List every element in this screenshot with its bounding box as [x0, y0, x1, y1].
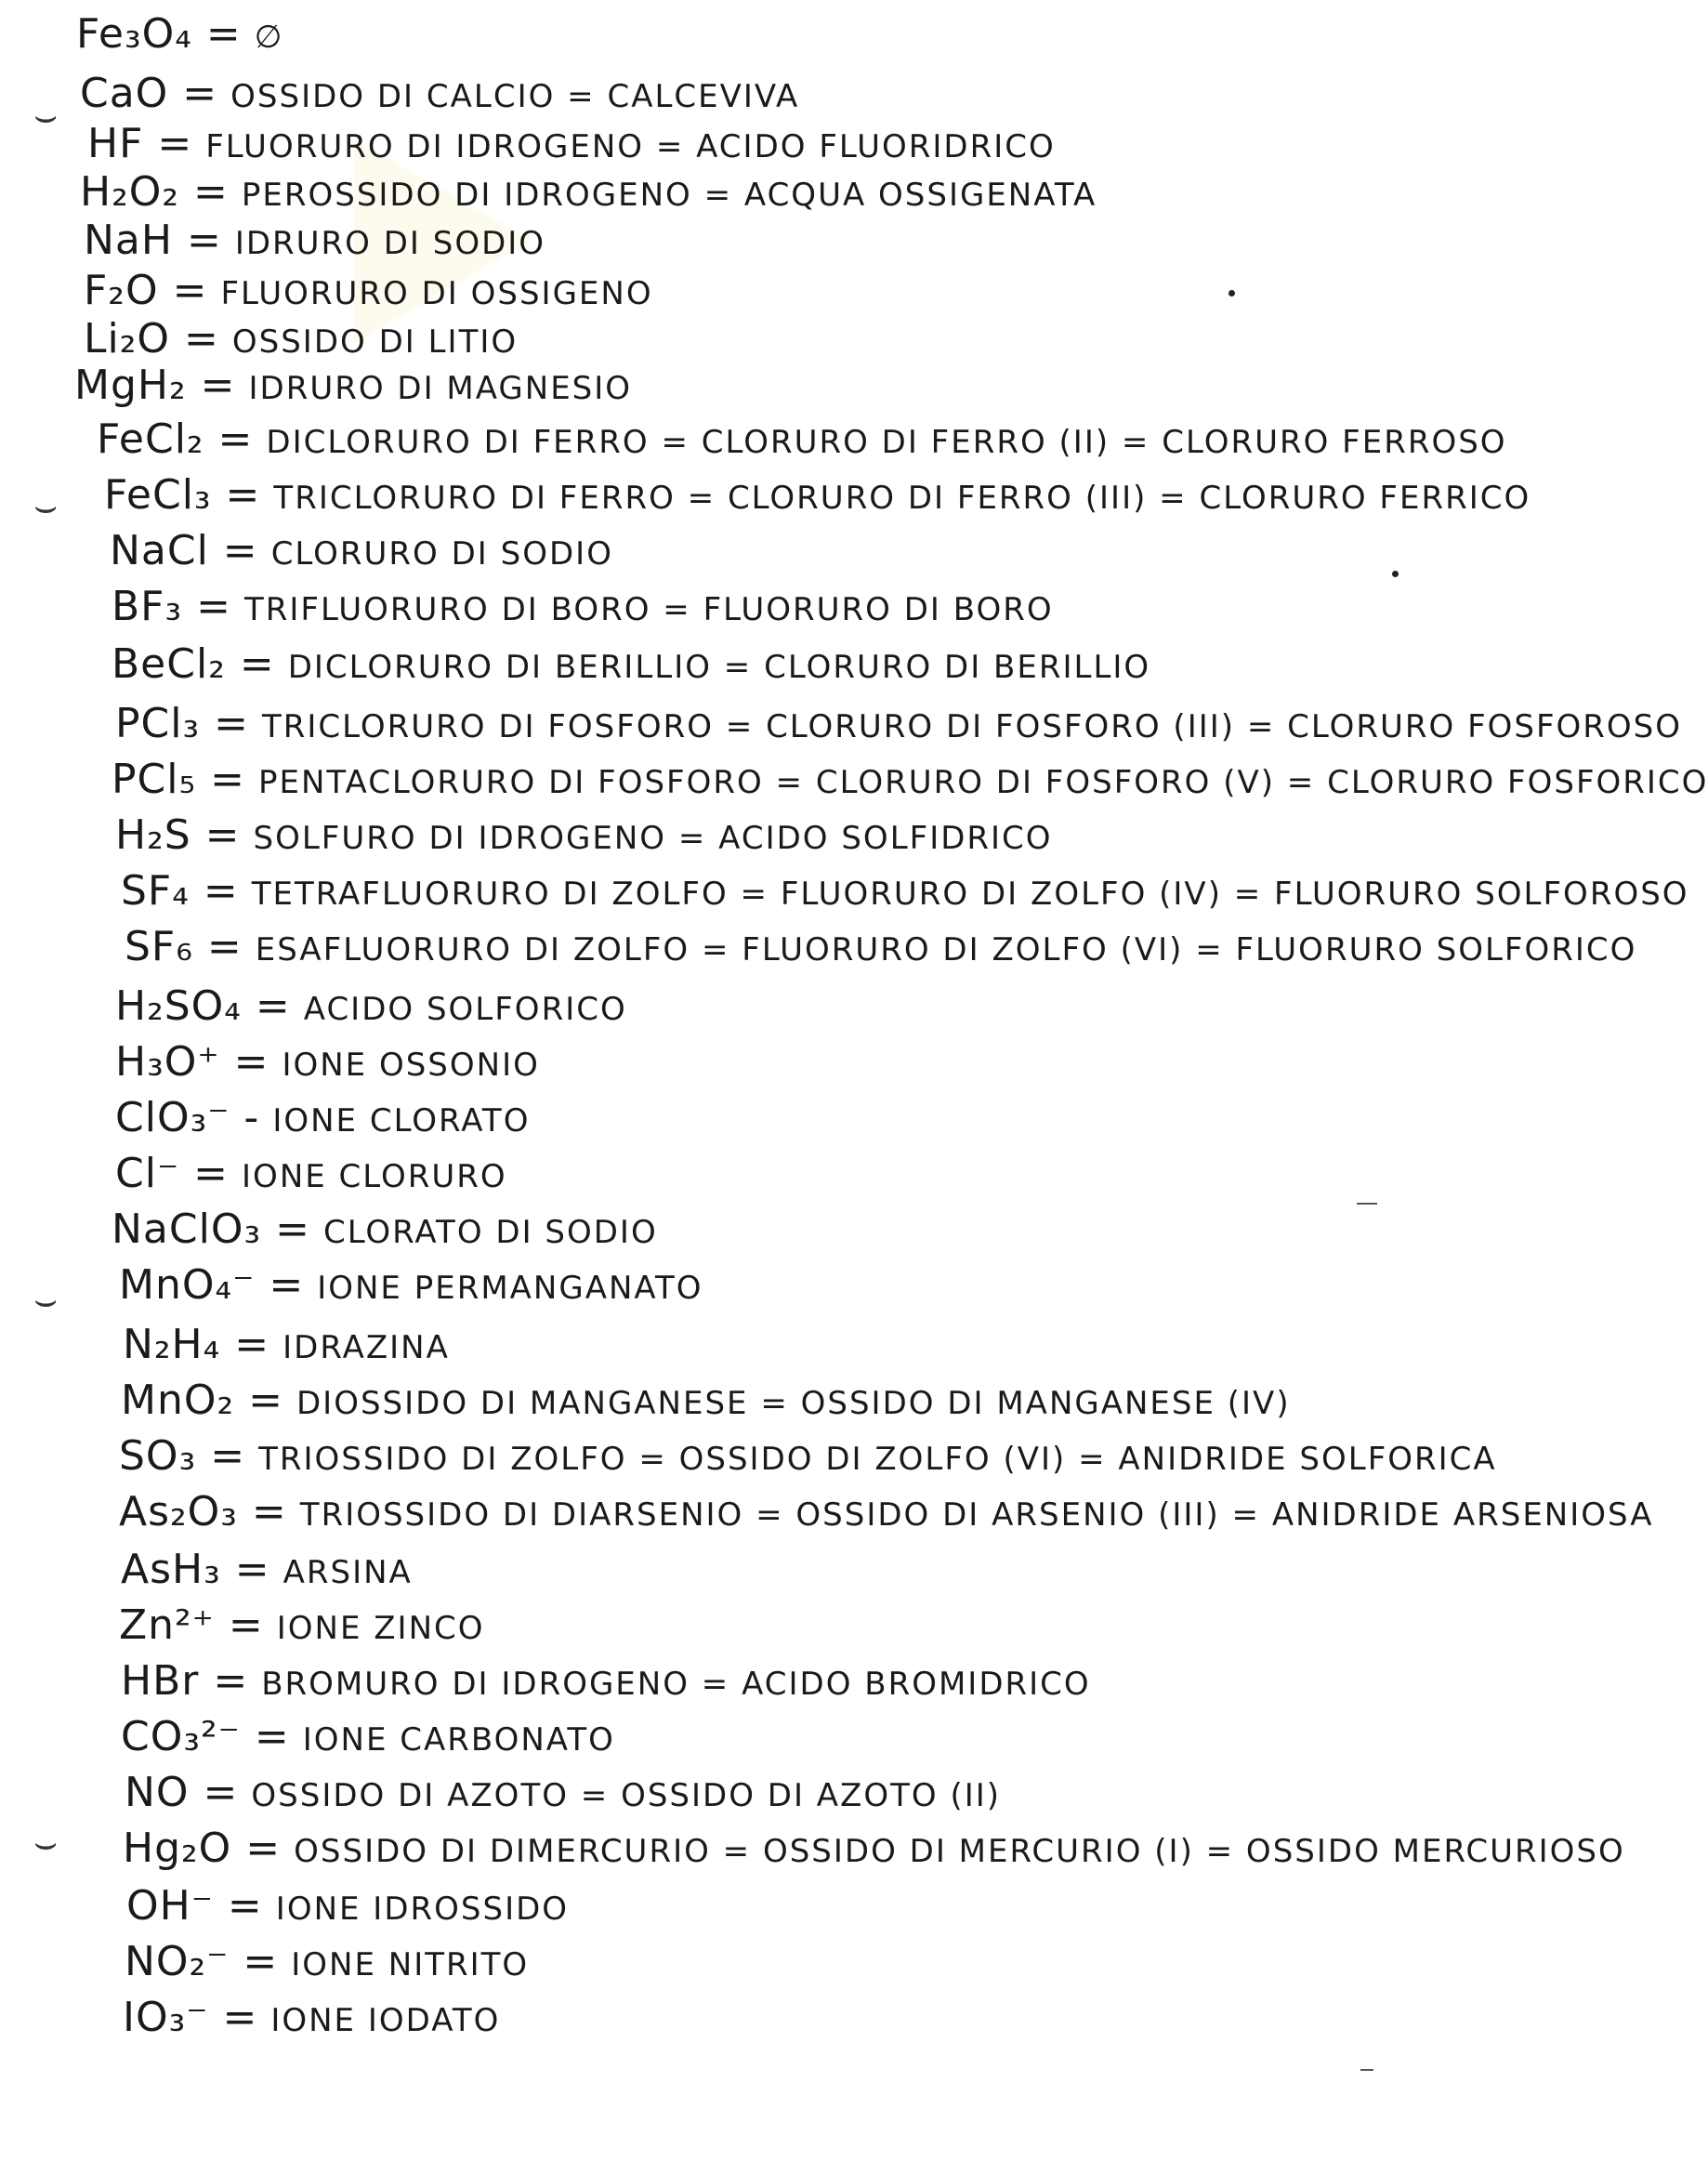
compound-name: OSSIDO DI AZOTO = OSSIDO DI AZOTO (II): [251, 1777, 1002, 1814]
chemical-formula: Li₂O =: [84, 315, 219, 362]
chemical-formula: BF₃ =: [112, 583, 231, 630]
chemical-formula: HF =: [87, 120, 193, 167]
chemical-formula: NaCl =: [110, 527, 258, 574]
compound-name: TRIOSSIDO DI ZOLFO = OSSIDO DI ZOLFO (VI) = ANIDRIDE SOLFORICA: [258, 1441, 1497, 1478]
compound-name: TRICLORURO DI FOSFORO = CLORURO DI FOSFORO (III) = CLORURO FOSFOROSO: [261, 708, 1683, 745]
compound-name: ESAFLUORURO DI ZOLFO = FLUORURO DI ZOLFO (VI) = FLUORURO SOLFORICO: [255, 931, 1637, 968]
chemical-formula: MnO₄⁻ =: [119, 1261, 305, 1309]
note-line: [112, 755, 1708, 808]
compound-name: TRIOSSIDO DI DIARSENIO = OSSIDO DI ARSENIO (III) = ANIDRIDE ARSENIOSA: [299, 1496, 1654, 1534]
note-line: [84, 314, 518, 367]
note-line: [119, 1431, 1497, 1484]
chemical-formula: PCl₃ =: [115, 700, 249, 747]
compound-name: PENTACLORURO DI FOSFORO = CLORURO DI FOSFORO (V) = CLORURO FOSFORICO: [257, 764, 1708, 801]
compound-name: SOLFURO DI IDROGENO = ACIDO SOLFIDRICO: [253, 820, 1053, 857]
compound-name: DICLORURO DI BERILLIO = CLORURO DI BERILLIO: [287, 649, 1151, 686]
note-line: [112, 1205, 658, 1258]
note-line: [115, 699, 1682, 752]
compound-name: IONE ZINCO: [276, 1610, 485, 1647]
note-line: [112, 582, 1054, 635]
note-line: [121, 1656, 1091, 1709]
margin-tick-mark: ⌣: [33, 1279, 59, 1322]
compound-name: DIOSSIDO DI MANGANESE = OSSIDO DI MANGANESE (IV): [296, 1385, 1291, 1422]
chemical-formula: H₃O⁺ =: [115, 1038, 269, 1086]
compound-name: IONE PERMANGANATO: [317, 1270, 703, 1307]
chemical-formula: PCl₅ =: [112, 756, 245, 803]
note-line: [123, 1320, 450, 1373]
compound-name: ∅: [254, 19, 284, 56]
chemical-formula: H₂SO₄ =: [115, 982, 291, 1030]
compound-name: IONE IODATO: [270, 2002, 501, 2039]
chemical-formula: H₂O₂ =: [80, 168, 229, 216]
compound-name: TRIFLUORURO DI BORO = FLUORURO DI BORO: [244, 591, 1054, 628]
note-line: [80, 167, 1097, 220]
note-line: [115, 1149, 507, 1202]
compound-name: FLUORURO DI IDROGENO = ACIDO FLUORIDRICO: [205, 128, 1056, 165]
note-line: [104, 470, 1531, 523]
compound-name: TRICLORURO DI FERRO = CLORURO DI FERRO (III) = CLORURO FERRICO: [273, 480, 1531, 517]
chemical-formula: MgH₂ =: [74, 362, 236, 409]
chemical-formula: FeCl₃ =: [104, 471, 261, 519]
chemical-formula: As₂O₃ =: [119, 1488, 287, 1535]
note-line: [125, 922, 1636, 975]
note-line: [121, 1545, 413, 1598]
note-line: [84, 216, 545, 269]
chemical-formula: H₂S =: [115, 811, 241, 859]
compound-name: ARSINA: [282, 1554, 413, 1591]
chemical-formula: CaO =: [80, 70, 218, 117]
compound-name: DICLORURO DI FERRO = CLORURO DI FERRO (II) = CLORURO FERROSO: [266, 424, 1507, 461]
compound-name: IDRURO DI MAGNESIO: [248, 370, 633, 407]
chemical-formula: NO₂⁻ =: [125, 1938, 279, 1985]
compound-name: PEROSSIDO DI IDROGENO = ACQUA OSSIGENATA: [241, 177, 1097, 214]
note-line: [126, 1881, 569, 1934]
note-line: [123, 1824, 1625, 1877]
compound-name: IONE IDROSSIDO: [275, 1891, 570, 1928]
note-line: [84, 266, 653, 319]
note-line: [115, 1037, 540, 1090]
compound-name: OSSIDO DI DIMERCURIO = OSSIDO DI MERCURIO (I) = OSSIDO MERCURIOSO: [294, 1833, 1625, 1870]
chemical-formula: NO =: [125, 1769, 239, 1816]
compound-name: BROMURO DI IDROGENO = ACIDO BROMIDRICO: [261, 1666, 1091, 1703]
chemical-formula: SO₃ =: [119, 1432, 246, 1480]
chemical-formula: N₂H₄ =: [123, 1321, 270, 1368]
note-line: [87, 119, 1056, 172]
compound-name: ACIDO SOLFORICO: [303, 991, 627, 1028]
note-line: [123, 1993, 500, 2046]
note-line: [121, 866, 1689, 919]
chemical-formula: IO₃⁻ =: [123, 1994, 258, 2041]
chemical-formula: F₂O =: [84, 267, 208, 314]
note-line: [121, 1712, 615, 1765]
compound-name: IONE OSSONIO: [282, 1047, 540, 1084]
chemical-formula: SF₄ =: [121, 867, 239, 915]
compound-name: CLORURO DI SODIO: [270, 535, 613, 573]
note-line: [119, 1601, 485, 1654]
note-line: [125, 1768, 1001, 1821]
note-line: [115, 982, 627, 1034]
chemical-formula: BeCl₂ =: [112, 640, 275, 688]
compound-name: OSSIDO DI LITIO: [231, 323, 519, 361]
note-line: [110, 526, 613, 579]
note-line: [115, 1093, 530, 1146]
note-line: [74, 361, 632, 414]
chemical-formula: CO₃²⁻ =: [121, 1713, 290, 1760]
ink-dot: [1228, 290, 1235, 296]
chemical-formula: Hg₂O =: [123, 1825, 282, 1872]
note-line: [80, 69, 799, 122]
note-line: [119, 1487, 1654, 1540]
chemical-formula: OH⁻ =: [126, 1882, 263, 1930]
note-line: [112, 639, 1150, 692]
note-line: [115, 810, 1053, 863]
note-line: [97, 415, 1507, 468]
chemical-formula: Fe₃O₄ =: [76, 10, 242, 58]
note-line: [119, 1260, 703, 1313]
compound-name: IDRURO DI SODIO: [234, 225, 546, 262]
compound-name: IONE NITRITO: [291, 1946, 530, 1983]
margin-tick-mark: ⌣: [33, 1822, 59, 1864]
chemical-formula: Zn²⁺ =: [119, 1601, 264, 1649]
chemical-formula: NaClO₃ =: [112, 1206, 310, 1253]
compound-name: IDRAZINA: [282, 1329, 450, 1366]
ink-dash: [1357, 1203, 1377, 1205]
chemical-formula: AsH₃ =: [121, 1546, 270, 1593]
ink-dot: [1392, 571, 1399, 577]
margin-tick-mark: ⌣: [33, 95, 59, 138]
chemical-formula: SF₆ =: [125, 923, 243, 970]
margin-tick-mark: ⌣: [33, 485, 59, 528]
compound-name: IONE CARBONATO: [302, 1721, 615, 1759]
ink-dash: [1360, 2069, 1373, 2071]
chemical-formula: ClO₃⁻ -: [115, 1094, 260, 1141]
note-line: [125, 1937, 529, 1990]
compound-name: OSSIDO DI CALCIO = CALCEVIVA: [230, 78, 800, 115]
compound-name: TETRAFLUORURO DI ZOLFO = FLUORURO DI ZOLFO (IV) = FLUORURO SOLFOROSO: [251, 876, 1689, 913]
chemical-formula: NaH =: [84, 217, 222, 264]
compound-name: IONE CLORURO: [242, 1158, 507, 1195]
note-line: [76, 9, 283, 62]
chemical-formula: FeCl₂ =: [97, 415, 254, 463]
chemical-formula: HBr =: [121, 1657, 249, 1705]
chemical-formula: Cl⁻ =: [115, 1150, 230, 1197]
compound-name: IONE CLORATO: [272, 1102, 531, 1140]
chemical-formula: MnO₂ =: [121, 1377, 283, 1424]
note-line: [121, 1376, 1291, 1429]
compound-name: CLORATO DI SODIO: [322, 1214, 658, 1251]
compound-name: FLUORURO DI OSSIGENO: [220, 275, 653, 312]
